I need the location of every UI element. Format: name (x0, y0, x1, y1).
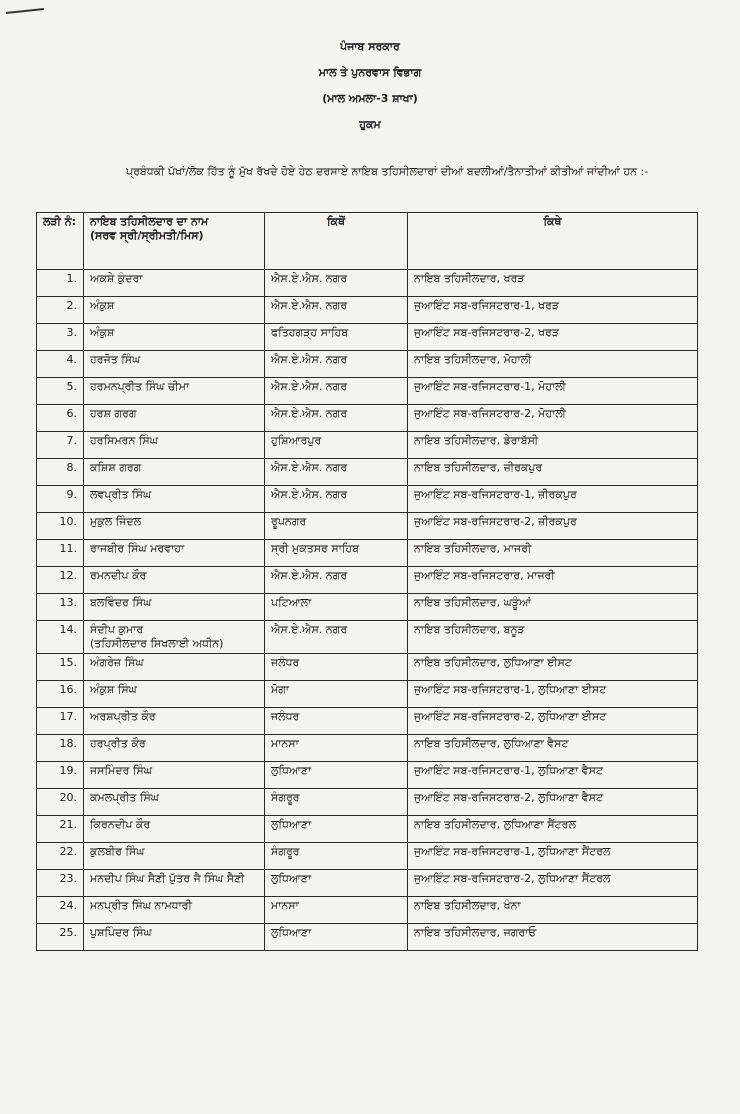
intro-paragraph (76, 160, 716, 184)
cell-from-text: ਫਤਿਹਗੜ੍ਹ ਸਾਹਿਬ (271, 326, 349, 339)
cell-from (265, 621, 408, 654)
cell-name (84, 378, 265, 405)
cell-from (265, 654, 408, 681)
cell-from-text: ਹੁਸ਼ਿਆਰਪੁਰ (271, 434, 322, 447)
cell-sr (37, 762, 84, 789)
cell-name (84, 843, 265, 870)
cell-sr (37, 324, 84, 351)
cell-to-text: ਜੁਆਇੰਟ ਸਬ-ਰਜਿਸਟਰਾਰ-2, ਲੁਧਿਆਣਾ ਸੈਂਟਰਲ (414, 872, 611, 885)
header-to: ਕਿਥੇ (408, 213, 698, 270)
cell-sr-text: 14. (59, 623, 77, 636)
cell-to-text: ਜੁਆਇੰਟ ਸਬ-ਰਜਿਸਟਰਾਰ-1, ਲੁਧਿਆਣਾ ਵੈਸਟ (414, 764, 604, 777)
cell-to (408, 843, 698, 870)
cell-sr (37, 897, 84, 924)
cell-name-text: ਅੰਕੁਸ਼ (90, 326, 115, 339)
cell-from (265, 459, 408, 486)
cell-name (84, 324, 265, 351)
cell-sr (37, 924, 84, 951)
cell-from (265, 351, 408, 378)
transfer-table (36, 212, 698, 951)
cell-to-text: ਨਾਇਬ ਤਹਿਸੀਲਦਾਰ, ਮਾਜਰੀ (414, 542, 532, 555)
cell-sr-text: 16. (59, 683, 77, 696)
cell-sr-text: 25. (59, 926, 77, 939)
cell-to-text: ਜੁਆਇੰਟ ਸਬ-ਰਜਿਸਟਰਾਰ-1, ਜ਼ੀਰਕਪੁਰ (414, 488, 577, 501)
cell-name-text: ਹਰਸਿਮਰਨ ਸਿੰਘ (90, 434, 158, 447)
cell-from (265, 486, 408, 513)
cell-sr-text: 8. (66, 461, 77, 474)
cell-name-text: ਕਮਲਪ੍ਰੀਤ ਸਿੰਘ (90, 791, 159, 804)
cell-from-text: ਜਲੰਧਰ (271, 656, 300, 669)
cell-name (84, 897, 265, 924)
cell-sr-text: 2. (66, 299, 77, 312)
table-row (37, 486, 698, 513)
cell-sr-text: 1. (66, 272, 77, 285)
cell-name (84, 540, 265, 567)
cell-name-text: ਹਰਪ੍ਰੀਤ ਕੌਰ (90, 737, 146, 750)
cell-to (408, 735, 698, 762)
cell-from-text: ਮਾਨਸਾ (271, 737, 299, 750)
cell-to-text: ਨਾਇਬ ਤਹਿਸੀਲਦਾਰ, ਖੰਨਾ (414, 899, 521, 912)
cell-to-text: ਨਾਇਬ ਤਹਿਸੀਲਦਾਰ, ਜ਼ੀਰਕਪੁਰ (414, 461, 543, 474)
cell-sr-text: 10. (59, 515, 77, 528)
header-branch: (ਮਾਲ ਅਮਲਾ-3 ਸ਼ਾਖਾ) (322, 92, 418, 105)
cell-name-text: ਅੰਕੁਸ਼ ਸਿੰਘ (90, 683, 137, 696)
table-row (37, 297, 698, 324)
cell-sr-text: 5. (66, 380, 77, 393)
cell-sr-text: 11. (59, 542, 77, 555)
table-row (37, 762, 698, 789)
cell-sr (37, 816, 84, 843)
cell-to (408, 513, 698, 540)
table-row (37, 789, 698, 816)
cell-name-text: ਮਨਦੀਪ ਸਿੰਘ ਸੈਣੀ ਪੁੱਤਰ ਜੈ ਸਿੰਘ ਸੈਣੀ (90, 872, 245, 885)
cell-to-text: ਜੁਆਇੰਟ ਸਬ-ਰਜਿਸਟਰਾਰ-2, ਖਰੜ (414, 326, 560, 339)
cell-sr (37, 378, 84, 405)
cell-to-text: ਜੁਆਇੰਟ ਸਬ-ਰਜਿਸਟਰਾਰ-2, ਲੁਧਿਆਣਾ ਵੈਸਟ (414, 791, 604, 804)
cell-name (84, 297, 265, 324)
cell-name-text: ਮਨਪ੍ਰੀਤ ਸਿੰਘ ਨਾਮਧਾਰੀ (90, 899, 192, 912)
table-row (37, 405, 698, 432)
cell-to-text: ਨਾਇਬ ਤਹਿਸੀਲਦਾਰ, ਲੁਧਿਆਣਾ ਸੈਂਟਰਲ (414, 818, 576, 831)
cell-sr-text: 12. (59, 569, 77, 582)
cell-from (265, 270, 408, 297)
cell-sr-text: 6. (66, 407, 77, 420)
cell-sr (37, 351, 84, 378)
table-row (37, 432, 698, 459)
cell-to-text: ਨਾਇਬ ਤਹਿਸੀਲਦਾਰ, ਡੇਰਾਬੱਸੀ (414, 434, 539, 447)
cell-from (265, 378, 408, 405)
cell-to (408, 297, 698, 324)
cell-name (84, 708, 265, 735)
cell-name-note: (ਤਹਿਸੀਲਦਾਰ ਸਿਖਲਾਈ ਅਧੀਨ) (90, 637, 224, 650)
cell-from-text: ਮਾਨਸਾ (271, 899, 299, 912)
table-row (37, 567, 698, 594)
table-row (37, 924, 698, 951)
cell-from (265, 405, 408, 432)
cell-from-text: ਐਸ.ਏ.ਐਸ. ਨਗਰ (271, 299, 348, 312)
cell-name-text: ਅੰਗਰੇਜ਼ ਸਿੰਘ (90, 656, 144, 669)
cell-to (408, 924, 698, 951)
cell-to-text: ਜੁਆਇੰਟ ਸਬ-ਰਜਿਸਟਰਾਰ-2, ਮੋਹਾਲੀ (414, 407, 566, 420)
cell-from (265, 789, 408, 816)
cell-from-text: ਪਟਿਆਲਾ (271, 596, 312, 609)
cell-sr (37, 486, 84, 513)
cell-name (84, 351, 265, 378)
cell-from (265, 681, 408, 708)
cell-from (265, 324, 408, 351)
cell-name-text: ਲਵਪ੍ਰੀਤ ਸਿੰਘ (90, 488, 152, 501)
cell-name (84, 924, 265, 951)
cell-name-text: ਕਸ਼ਿਸ਼ ਗਰਗ (90, 461, 142, 474)
cell-to-text: ਜੁਆਇੰਟ ਸਬ-ਰਜਿਸਟਰਾਰ-1, ਖਰੜ (414, 299, 560, 312)
cell-name-text: ਹਰਮਨਪ੍ਰੀਤ ਸਿੰਘ ਚੀਮਾ (90, 380, 190, 393)
header-name-main: ਨਾਇਬ ਤਹਿਸੀਲਦਾਰ ਦਾ ਨਾਮ (90, 215, 209, 228)
header-department: ਮਾਲ ਤੇ ਪੁਨਰਵਾਸ ਵਿਭਾਗ (318, 66, 422, 79)
cell-from-text: ਲੁਧਿਆਣਾ (271, 764, 312, 777)
cell-to-text: ਨਾਇਬ ਤਹਿਸੀਲਦਾਰ, ਘੜੂੰਆਂ (414, 596, 531, 609)
cell-to (408, 762, 698, 789)
cell-from-text: ਲੁਧਿਆਣਾ (271, 926, 312, 939)
cell-from (265, 897, 408, 924)
cell-to-text: ਜੁਆਇੰਟ ਸਬ-ਰਜਿਸਟਰਾਰ-2, ਲੁਧਿਆਣਾ ਈਸਟ (414, 710, 607, 723)
cell-name-text: ਕਿਰਨਦੀਪ ਕੌਰ (90, 818, 151, 831)
header-government: ਪੰਜਾਬ ਸਰਕਾਰ (340, 40, 400, 53)
cell-name (84, 681, 265, 708)
intro-text: ਪ੍ਰਬੰਧਕੀ ਪੱਖਾਂ/ਲੋਕ ਹਿੱਤ ਨੂੰ ਮੁੱਖ ਰੱਖਦੇ ਹੋਏ ਹੇਠ ਦਰਸਾਏ ਨਾਇਬ ਤਹਿਸੀਲਦਾਰਾਂ ਦੀਆਂ ਬਦਲੀਆਂ/ਤੈਨਾਤੀਆਂ ਕੀਤੀਆਂ ਜਾਂਦੀਆਂ ਹਨ :- (126, 165, 649, 178)
cell-sr (37, 432, 84, 459)
cell-name (84, 594, 265, 621)
cell-to-text: ਨਾਇਬ ਤਹਿਸੀਲਦਾਰ, ਬਨੂੜ (414, 623, 525, 636)
cell-from (265, 708, 408, 735)
cell-from (265, 297, 408, 324)
cell-from-text: ਲੁਧਿਆਣਾ (271, 818, 312, 831)
cell-from (265, 762, 408, 789)
cell-from-text: ਐਸ.ਏ.ਐਸ. ਨਗਰ (271, 461, 348, 474)
cell-to (408, 621, 698, 654)
cell-to (408, 708, 698, 735)
cell-from (265, 540, 408, 567)
header-name-sub: (ਸਰਵ ਸ੍ਰੀ/ਸ੍ਰੀਮਤੀ/ਮਿਸ) (90, 229, 204, 242)
cell-to-text: ਨਾਇਬ ਤਹਿਸੀਲਦਾਰ, ਖਰੜ (414, 272, 525, 285)
cell-from (265, 513, 408, 540)
table-row (37, 513, 698, 540)
cell-name (84, 405, 265, 432)
cell-from (265, 870, 408, 897)
cell-sr-text: 19. (59, 764, 77, 777)
cell-to-text: ਜੁਆਇੰਟ ਸਬ-ਰਜਿਸਟਰਾਰ-1, ਲੁਧਿਆਣਾ ਈਸਟ (414, 683, 607, 696)
cell-sr (37, 594, 84, 621)
cell-sr-text: 15. (59, 656, 77, 669)
cell-name-text: ਅਕਸ਼ੇ ਕੁੰਦਰਾ (90, 272, 143, 285)
cell-name-text: ਸੰਦੀਪ ਕੁਮਾਰ (90, 623, 144, 636)
cell-name-text: ਪੁਸ਼ਪਿੰਦਰ ਸਿੰਘ (90, 926, 152, 939)
cell-sr (37, 513, 84, 540)
cell-from (265, 594, 408, 621)
cell-from (265, 843, 408, 870)
cell-sr (37, 654, 84, 681)
cell-name (84, 459, 265, 486)
cell-sr-text: 18. (59, 737, 77, 750)
cell-from-text: ਐਸ.ਏ.ਐਸ. ਨਗਰ (271, 623, 348, 636)
cell-from-text: ਐਸ.ਏ.ਐਸ. ਨਗਰ (271, 407, 348, 420)
table-row (37, 816, 698, 843)
cell-sr-text: 4. (66, 353, 77, 366)
cell-to (408, 789, 698, 816)
cell-sr-text: 9. (66, 488, 77, 501)
cell-sr-text: 24. (59, 899, 77, 912)
cell-sr-text: 20. (59, 791, 77, 804)
table-row (37, 681, 698, 708)
corner-pen-mark (6, 8, 44, 14)
cell-sr (37, 735, 84, 762)
cell-from-text: ਸ੍ਰੀ ਮੁਕਤਸਰ ਸਾਹਿਬ (271, 542, 360, 555)
cell-name-text: ਅਰਸ਼ਪ੍ਰੀਤ ਕੌਰ (90, 710, 156, 723)
cell-sr-text: 13. (59, 596, 77, 609)
cell-to (408, 324, 698, 351)
cell-name-text: ਰਾਜਬੀਰ ਸਿੰਘ ਮਰਵਾਹਾ (90, 542, 185, 555)
cell-sr-text: 22. (59, 845, 77, 858)
cell-from-text: ਰੂਪਨਗਰ (271, 515, 307, 528)
header-name (84, 213, 265, 270)
cell-sr (37, 270, 84, 297)
cell-name-text: ਜਸਮਿੰਦਰ ਸਿੰਘ (90, 764, 152, 777)
table-row (37, 735, 698, 762)
cell-from-text: ਸੰਗਰੂਰ (271, 845, 300, 858)
cell-to (408, 405, 698, 432)
cell-name-text: ਮੁਕੁਲ ਜਿੰਦਲ (90, 515, 142, 528)
cell-to-text: ਨਾਇਬ ਤਹਿਸੀਲਦਾਰ, ਲੁਧਿਆਣਾ ਵੈਸਟ (414, 737, 569, 750)
table-row (37, 324, 698, 351)
table-row (37, 870, 698, 897)
cell-to (408, 378, 698, 405)
cell-sr-text: 17. (59, 710, 77, 723)
cell-sr-text: 3. (66, 326, 77, 339)
cell-from-text: ਲੁਧਿਆਣਾ (271, 872, 312, 885)
cell-to-text: ਨਾਇਬ ਤਹਿਸੀਲਦਾਰ, ਮੋਹਾਲੀ (414, 353, 532, 366)
cell-to-text: ਨਾਇਬ ਤਹਿਸੀਲਦਾਰ, ਜਗਰਾਓ (414, 926, 537, 939)
header-sr: ਲੜੀ ਨੰ: (37, 213, 84, 270)
table-row (37, 654, 698, 681)
cell-sr (37, 843, 84, 870)
cell-to-text: ਜੁਆਇੰਟ ਸਬ-ਰਜਿਸਟਰਾਰ-1, ਲੁਧਿਆਣਾ ਸੈਂਟਰਲ (414, 845, 611, 858)
table-header-row (37, 213, 698, 270)
cell-to (408, 486, 698, 513)
cell-to-text: ਜੁਆਇੰਟ ਸਬ-ਰਜਿਸਟਰਾਰ-1, ਮੋਹਾਲੀ (414, 380, 566, 393)
cell-to (408, 351, 698, 378)
cell-name (84, 870, 265, 897)
cell-to (408, 540, 698, 567)
table-body (37, 270, 698, 951)
cell-to (408, 270, 698, 297)
cell-name (84, 789, 265, 816)
cell-name (84, 654, 265, 681)
cell-sr-text: 23. (59, 872, 77, 885)
cell-to (408, 432, 698, 459)
table-row (37, 708, 698, 735)
cell-to-text: ਜੁਆਇੰਟ ਸਬ-ਰਜਿਸਟਰਾਰ-2, ਜ਼ੀਰਕਪੁਰ (414, 515, 577, 528)
cell-sr (37, 567, 84, 594)
cell-sr (37, 708, 84, 735)
cell-from-text: ਜਲੰਧਰ (271, 710, 300, 723)
cell-to (408, 681, 698, 708)
table-row (37, 351, 698, 378)
cell-name (84, 486, 265, 513)
cell-sr (37, 459, 84, 486)
cell-name (84, 621, 265, 654)
cell-name (84, 735, 265, 762)
cell-from (265, 567, 408, 594)
cell-to (408, 870, 698, 897)
cell-from-text: ਐਸ.ਏ.ਐਸ. ਨਗਰ (271, 353, 348, 366)
cell-name (84, 816, 265, 843)
cell-from-text: ਐਸ.ਏ.ਐਸ. ਨਗਰ (271, 272, 348, 285)
table-row (37, 843, 698, 870)
cell-sr (37, 621, 84, 654)
cell-to (408, 567, 698, 594)
cell-to (408, 594, 698, 621)
cell-from-text: ਐਸ.ਏ.ਐਸ. ਨਗਰ (271, 488, 348, 501)
table-row (37, 459, 698, 486)
cell-name-text: ਬਲਵਿੰਦਰ ਸਿੰਘ (90, 596, 152, 609)
cell-name (84, 762, 265, 789)
document-header (0, 34, 740, 112)
cell-sr (37, 681, 84, 708)
cell-from-text: ਸੰਗਰੂਰ (271, 791, 300, 804)
table-row (37, 897, 698, 924)
cell-name (84, 513, 265, 540)
cell-to (408, 654, 698, 681)
cell-sr (37, 870, 84, 897)
cell-name (84, 567, 265, 594)
cell-sr (37, 405, 84, 432)
cell-from (265, 735, 408, 762)
cell-sr-text: 7. (66, 434, 77, 447)
cell-from (265, 432, 408, 459)
cell-to (408, 897, 698, 924)
cell-from-text: ਮੋਗਾ (271, 683, 290, 696)
cell-from (265, 816, 408, 843)
order-title: ਹੁਕਮ (359, 118, 381, 131)
table-row (37, 378, 698, 405)
cell-to (408, 816, 698, 843)
cell-to-text: ਜੁਆਇੰਟ ਸਬ-ਰਜਿਸਟਰਾਰ, ਮਾਜਰੀ (414, 569, 555, 582)
cell-from-text: ਐਸ.ਏ.ਐਸ. ਨਗਰ (271, 380, 348, 393)
cell-name-text: ਰਮਨਦੀਪ ਕੌਰ (90, 569, 147, 582)
table-row (37, 594, 698, 621)
cell-name-text: ਕੁਲਬੀਰ ਸਿੰਘ (90, 845, 145, 858)
cell-name-text: ਹਰਜੋਤ ਸਿੰਘ (90, 353, 141, 366)
cell-to-text: ਨਾਇਬ ਤਹਿਸੀਲਦਾਰ, ਲੁਧਿਆਣਾ ਈਸਟ (414, 656, 572, 669)
cell-sr (37, 789, 84, 816)
header-from: ਕਿਥੋਂ (265, 213, 408, 270)
cell-name (84, 270, 265, 297)
cell-name-text: ਅੰਕੁਸ਼ (90, 299, 115, 312)
cell-name-text: ਹਰਸ਼ ਗਰਗ (90, 407, 137, 420)
table-row (37, 270, 698, 297)
cell-sr (37, 540, 84, 567)
cell-sr (37, 297, 84, 324)
cell-sr-text: 21. (59, 818, 77, 831)
table-row (37, 540, 698, 567)
cell-to (408, 459, 698, 486)
cell-from (265, 924, 408, 951)
cell-from-text: ਐਸ.ਏ.ਐਸ. ਨਗਰ (271, 569, 348, 582)
table-row (37, 621, 698, 654)
cell-name (84, 432, 265, 459)
